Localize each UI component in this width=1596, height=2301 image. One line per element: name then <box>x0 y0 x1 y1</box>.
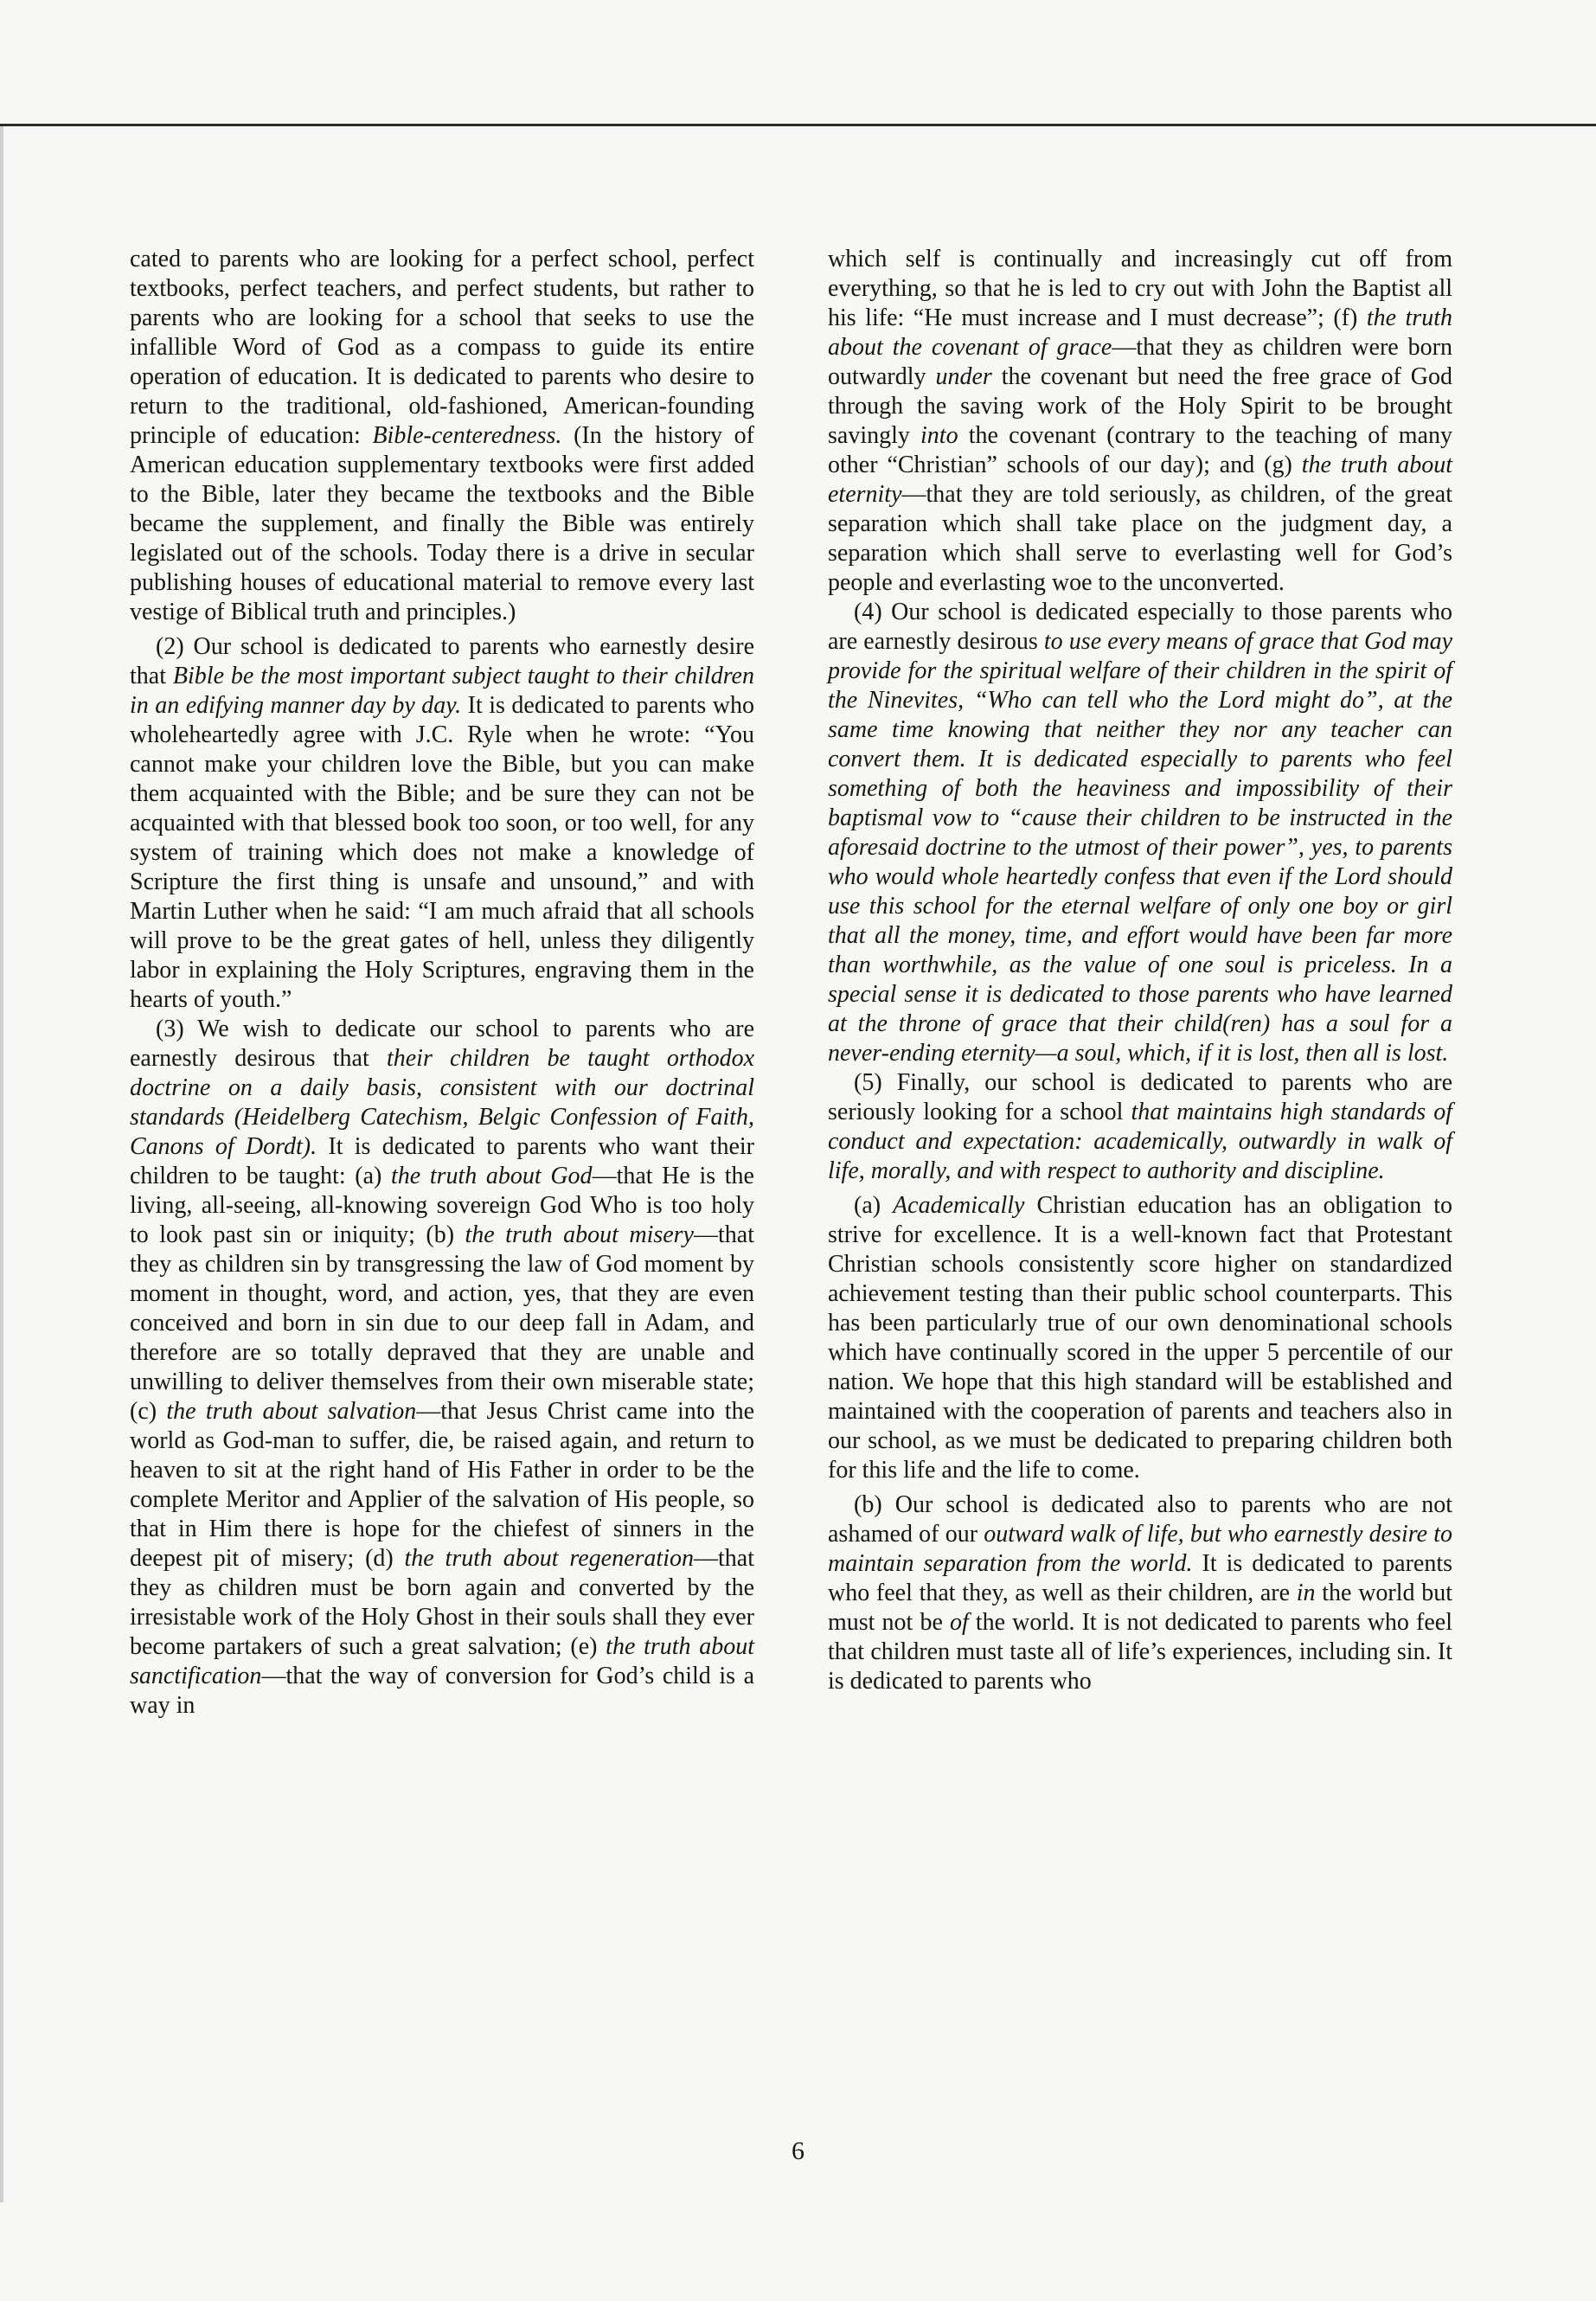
right-paragraph-5: (b) Our school is dedicated also to parents who are not ashamed of our outward walk of life, but who earnestly desire to maintain separation from the world. It is dedicated to parents who feel that they, as well as their children, are in the world but must not be of the world. It is not dedicated to parents who feel that children must taste all of life’s experiences, including sin. It is dedicated to parents who <box>828 1491 1453 1695</box>
left-paragraph-1: cated to parents who are looking for a perfect school, perfect textbooks, perfect teachers, and perfect students, but rather to parents who are looking for a school that seeks to use the infallible Word of God as a compass to guide its entire operation of education. It is dedicated to parents who desire to return to the traditional, old-fashioned, American-founding principle of education: Bible-centeredness. (In the history of American education supplementary textbooks were first added to the Bible, later they became the textbooks and the Bible became the supplement, and finally the Bible was entirely legislated out of the schools. Today there is a drive in secular publishing houses of educational material to remove every last vestige of Biblical truth and principles.) <box>130 246 754 625</box>
page-left-edge <box>0 126 3 2202</box>
right-paragraph-1: which self is continually and increasingly cut off from everything, so that he is led to cry out with John the Baptist all his life: “He must increase and I must decrease”; (f) the truth about the covenant of grace—that they as children were born outwardly under the covenant but need the free grace of God through the saving work of the Holy Spirit to be brought savingly into the covenant (contrary to the teaching of many other “Christian” schools of our day); and (g) the truth about eternity—that they are told seriously, as children, of the great separation which shall take place on the judgment day, a separation which shall serve to everlasting well for God’s people and everlasting woe to the unconverted. <box>828 246 1452 596</box>
left-paragraph-3: (3) We wish to dedicate our school to parents who are earnestly desirous that their children be taught orthodox doctrine on a daily basis, consistent with our doctrinal standards (Heidelberg Catechism, Belgic Confession of Faith, Canons of Dordt). It is dedicated to parents who want their children to be taught: (a) the truth about God—that He is the living, all-seeing, all-knowing sovereign God Who is too holy to look past sin or iniquity; (b) the truth about misery—that they as children sin by transgressing the law of God moment by moment in thought, word, and action, yes, that they are even conceived and born in sin due to our deep fall in Adam, and therefore are so totally depraved that they are unable and unwilling to deliver themselves from their own miserable state; (c) the truth about salvation—that Jesus Christ came into the world as God-man to suffer, die, be raised again, and return to heaven to sit at the right hand of His Father in order to be the complete Meritor and Applier of the salvation of His people, so that in Him there is hope for the chiefest of sinners in the deepest pit of misery; (d) the truth about regeneration—that they as children must be born again and converted by the irresistable work of the Holy Ghost in their souls shall they ever become partakers of such a great salvation; (e) the truth about sanctification—that the way of conversion for God’s child is a way in <box>130 1016 755 1719</box>
left-paragraph-2: (2) Our school is dedicated to parents who earnestly desire that Bible be the most important subject taught to their children in an edifying manner day by day. It is dedicated to parents who wholeheartedly agree with J.C. Ryle when he wrote: “You cannot make your children love the Bible, but you can make them acquainted with the Bible; and be sure they can not be acquainted with that blessed book too soon, or too well, for any system of training which does not make a knowledge of Scripture the first thing is unsafe and unsound,” and with Martin Luther when he said: “I am much afraid that all schools will prove to be the great gates of hell, unless they diligently labor in explaining the Holy Scriptures, engraving them in the hearts of youth.” <box>130 633 754 1013</box>
left-column <box>130 245 754 1721</box>
page-top-rule <box>0 124 1596 126</box>
right-column <box>828 245 1452 1696</box>
right-paragraph-3: (5) Finally, our school is dedicated to parents who are seriously looking for a school that maintains high standards of conduct and expectation: academically, outwardly in walk of life, morally, and with respect to authority and discipline. <box>828 1069 1452 1184</box>
right-paragraph-2: (4) Our school is dedicated especially to those parents who are earnestly desirous to use every means of grace that God may provide for the spiritual welfare of their children in the spirit of the Ninevites, “Who can tell who the Lord might do”, at the same time knowing that neither they nor any teacher can convert them. It is dedicated especially to parents who feel something of both the heaviness and impossibility of their baptismal vow to “cause their children to be instructed in the aforesaid doctrine to the utmost of their power”, yes, to parents who would whole heartedly confess that even if the Lord should use this school for the eternal welfare of only one boy or girl that all the money, time, and effort would have been far more than worthwhile, as the value of one soul is priceless. In a special sense it is dedicated to those parents who have learned at the throne of grace that their child(ren) has a soul for a never-ending eternity—a soul, which, if it is lost, then all is lost. <box>828 599 1452 1067</box>
right-paragraph-4: (a) Academically Christian education has an obligation to strive for excellence. It is a well-known fact that Protestant Christian schools consistently score higher on standardized achievement testing than their public school counterparts. This has been particularly true of our own denominational schools which have continually scored in the upper 5 percentile of our nation. We hope that this high standard will be established and maintained with the cooperation of parents and teachers also in our school, as we must be dedicated to preparing children both for this life and the life to come. <box>828 1192 1452 1484</box>
page-number: 6 <box>792 2137 804 2165</box>
